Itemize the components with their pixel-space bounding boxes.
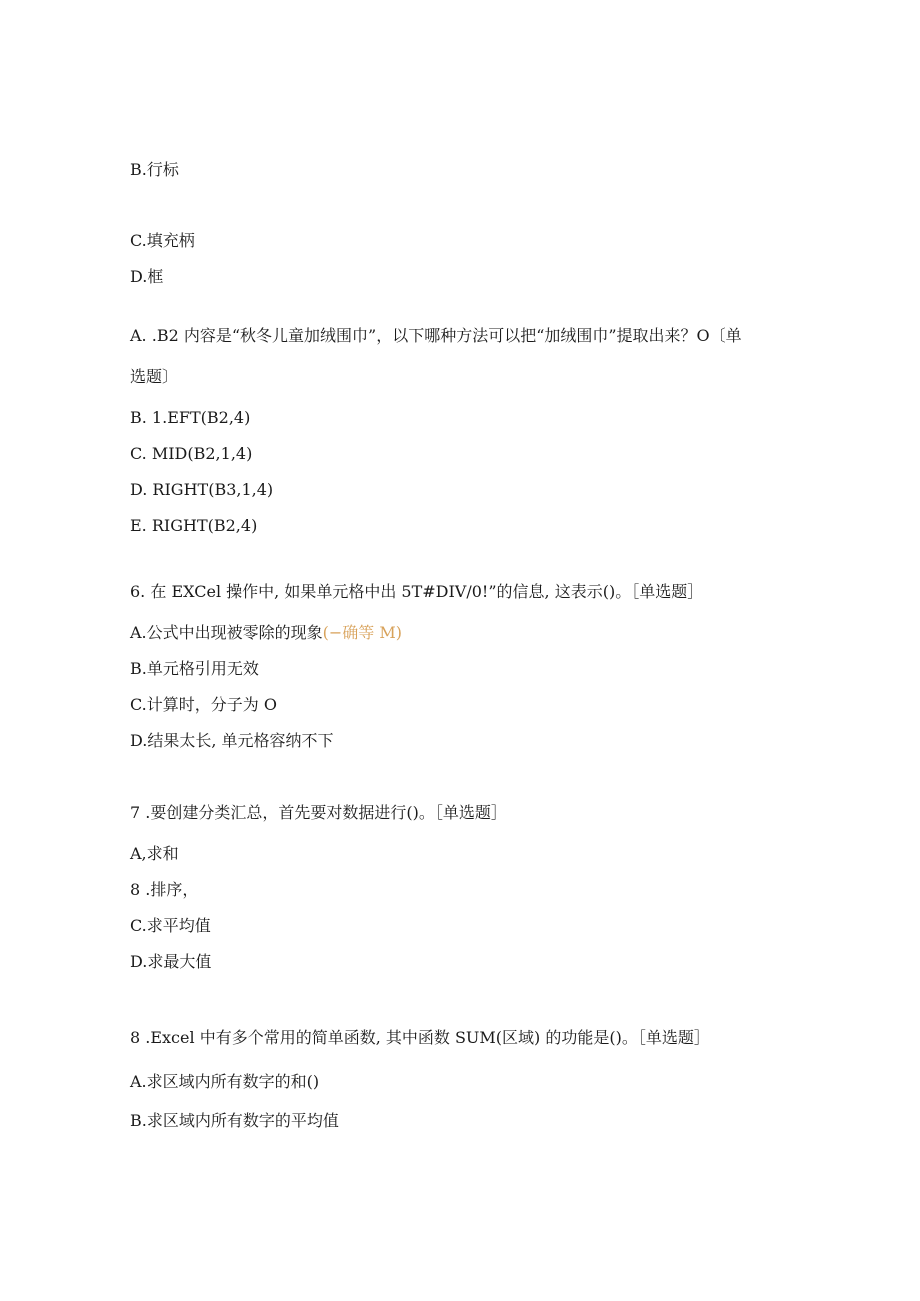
question-7-option-c: C.求平均值 xyxy=(130,916,211,935)
question-5-option-c: C. MID(B2,1,4) xyxy=(130,444,253,463)
option-c-fill-handle: C.填充柄 xyxy=(130,231,195,250)
option-b-row-label: B.行标 xyxy=(130,160,179,179)
question-5-text: A. .B2 内容是“秋冬儿童加绒围巾”，以下哪种方法可以把“加绒围巾”提取出来？O〔单 xyxy=(130,326,742,345)
option-d-frame: D.框 xyxy=(130,267,164,286)
question-5-option-b: B. 1.EFT(B2,4) xyxy=(130,408,251,427)
question-7-option-a: A,求和 xyxy=(130,844,179,863)
question-6-text: 6. 在 EXCel 操作中, 如果单元格中出 5T#DIV/0!”的信息, 这表示()。［单选题］ xyxy=(130,582,704,601)
question-6-option-b: B.单元格引用无效 xyxy=(130,659,259,678)
answer-hint: (−确等 M) xyxy=(322,623,403,642)
question-7-text: 7 .要创建分类汇总，首先要对数据进行()。［单选题］ xyxy=(130,803,507,822)
question-6-option-a xyxy=(130,623,402,643)
question-8-option-b: B.求区域内所有数字的平均值 xyxy=(130,1111,339,1130)
question-8-text: 8 .Excel 中有多个常用的简单函数, 其中函数 SUM(区域) 的功能是()。［单选题］ xyxy=(130,1028,710,1047)
question-8-option-a: A.求区域内所有数字的和() xyxy=(130,1072,320,1091)
question-6-option-d: D.结果太长, 单元格容纳不下 xyxy=(130,731,334,750)
question-7-option-d: D.求最大值 xyxy=(130,952,212,971)
question-7-option-b: 8 .排序， xyxy=(130,880,199,899)
question-5-text-continued: 选题〕 xyxy=(130,367,179,386)
question-6-option-a-text: A.公式中出现被零除的现象 xyxy=(130,623,323,642)
question-5-option-d: D. RIGHT(B3,1,4) xyxy=(130,480,274,499)
question-5-option-e: E. RIGHT(B2,4) xyxy=(130,516,258,535)
question-6-option-c: C.计算时，分子为 O xyxy=(130,695,277,714)
